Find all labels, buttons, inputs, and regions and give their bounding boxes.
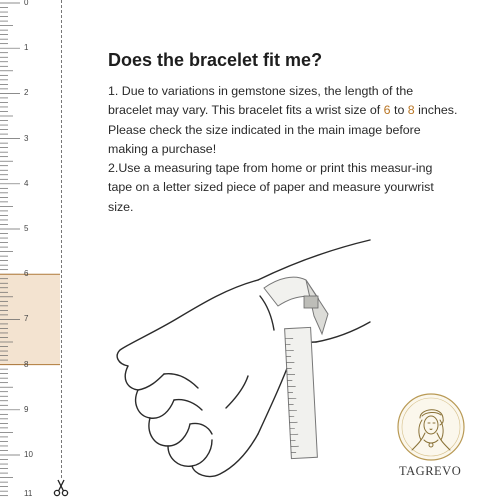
ruler-label: 1 xyxy=(24,43,29,53)
para-text: to xyxy=(390,103,408,118)
measuring-tape xyxy=(264,277,328,458)
para-text: 1. Due to variations in gemstone sizes, the length of the bracelet may vary. This bracelet fits a wrist size of xyxy=(108,84,414,118)
ruler-label: 3 xyxy=(24,133,29,143)
ruler-label: 0 xyxy=(24,0,29,7)
min-wrist-size: 6 xyxy=(383,103,391,118)
wrist-measurement-illustration xyxy=(108,238,378,483)
ruler-label: 6 xyxy=(24,269,29,279)
ruler-label: 9 xyxy=(24,404,29,414)
description-paragraph xyxy=(108,82,458,217)
ruler-graphic xyxy=(0,0,60,500)
brand-name: TAGREVO xyxy=(399,464,462,478)
para-text: inches. Please check the size indicated in the main image before making a purchase! xyxy=(108,103,458,156)
para-text-step2: 2.Use a measuring tape from home or print this measur-ing tape on a letter sized piece of paper and measure yourwrist size. xyxy=(108,161,434,214)
ruler-label: 7 xyxy=(24,314,29,324)
ruler-label: 8 xyxy=(24,359,29,369)
ruler-label: 10 xyxy=(24,450,33,459)
page-title: Does the bracelet fit me? xyxy=(108,50,323,70)
measuring-ruler xyxy=(0,0,60,500)
cut-line xyxy=(61,0,62,478)
scissors-icon xyxy=(53,479,69,497)
max-wrist-size: 8 xyxy=(407,103,415,118)
ruler-label: 4 xyxy=(24,178,29,188)
ruler-label: 11 xyxy=(24,489,33,498)
woman-portrait-logo xyxy=(396,392,466,462)
ruler-label: 2 xyxy=(24,88,29,98)
ruler-label: 5 xyxy=(24,224,29,233)
